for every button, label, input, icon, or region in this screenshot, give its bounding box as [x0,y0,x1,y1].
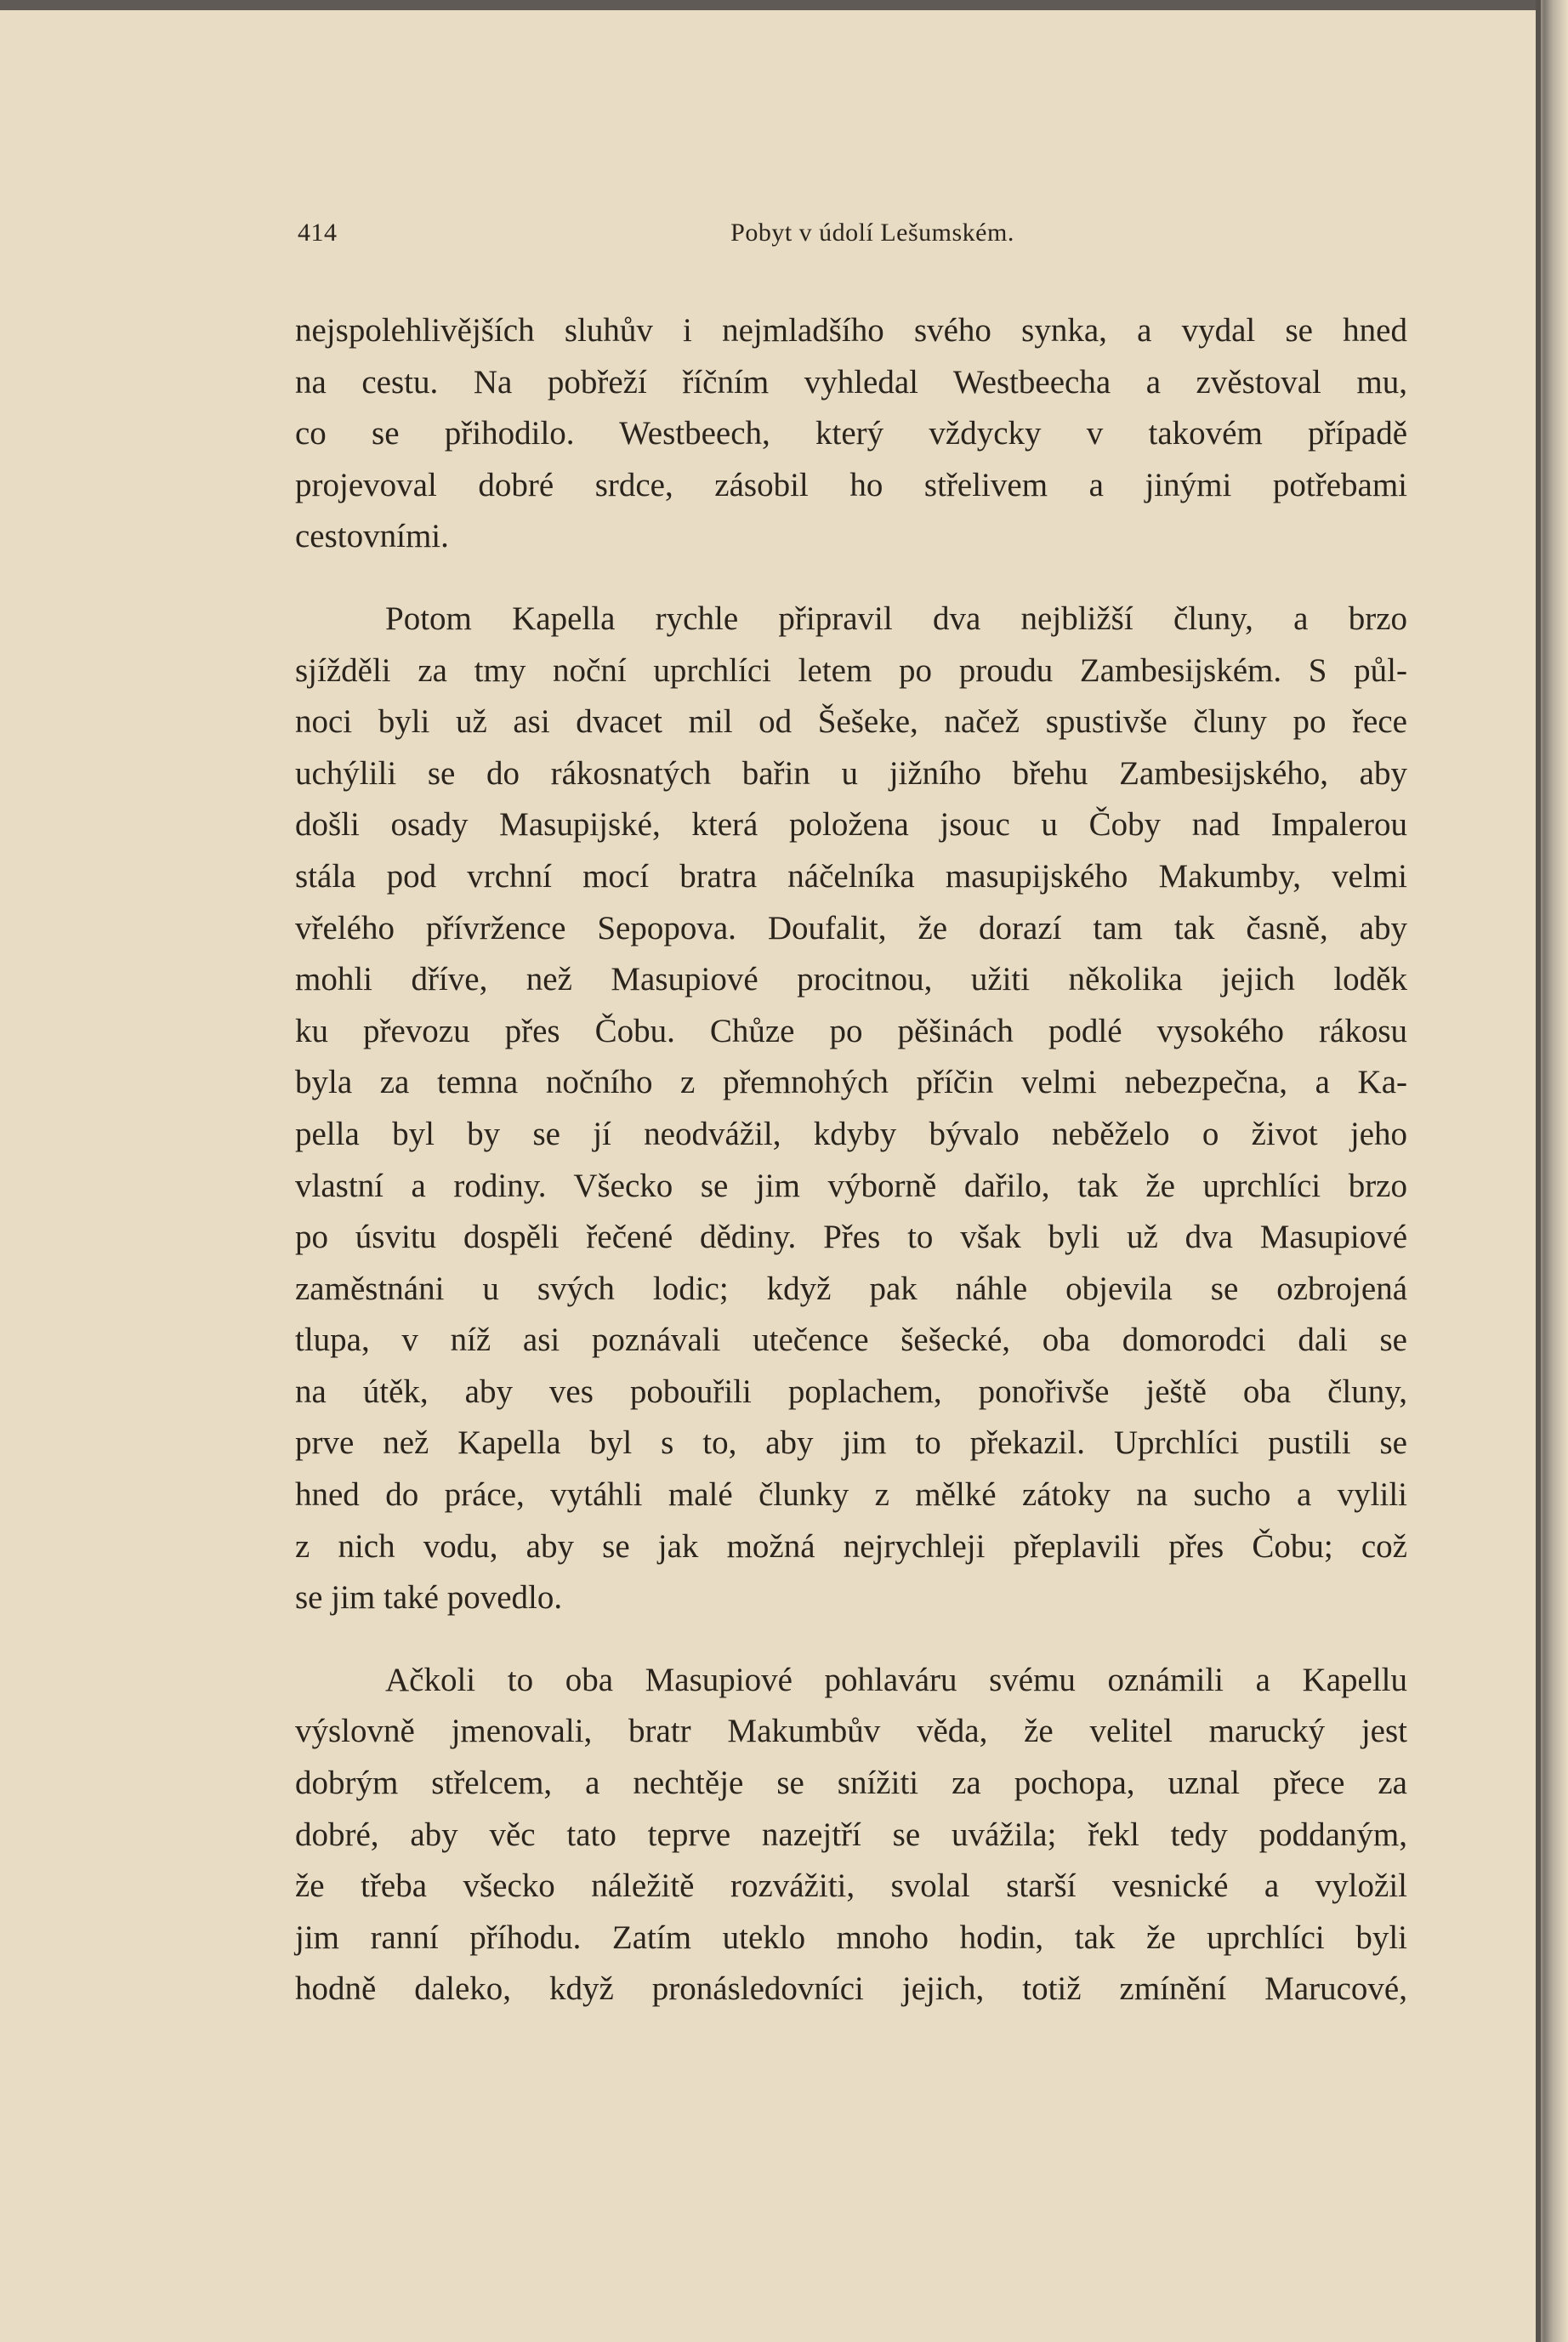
text-line: cestovními. [295,518,449,555]
text-line: jim ranní příhodu. Zatím uteklo mnoho hodin, tak že uprchlíci byli [295,1919,1407,1956]
text-line: hodně daleko, když pronásledovníci jejich, totiž zmínění Marucové, [295,1970,1407,2008]
text-line: stála pod vrchní mocí bratra náčelníka masupijského Makumby, velmi [295,857,1407,895]
text-line: výslovně jmenovali, bratr Makumbův věda, že velitel marucký jest [295,1713,1407,1750]
text-line: ku převozu přes Čobu. Chůze po pěšinách podlé vysokého rákosu [295,1012,1407,1049]
text-line: Potom Kapella rychle připravil dva nejbližší čluny, a brzo [385,600,1407,637]
text-line: uchýlili se do rákosnatých bařin u jižního břehu Zambesijského, aby [295,754,1407,792]
text-line: Ačkoli to oba Masupiové pohlaváru svému oznámili a Kapellu [385,1661,1407,1698]
paragraph-1 [295,305,1407,563]
text-line: dobré, aby věc tato teprve nazejtří se uvážila; řekl tedy poddaným, [295,1816,1407,1853]
text-line: mohli dříve, než Masupiové procitnou, užiti několika jejich loděk [295,961,1407,998]
text-line: pella byl by se jí neodvážil, kdyby bývalo neběželo o život jeho [295,1115,1407,1152]
paragraph-3 [295,1655,1407,2015]
text-line: hned do práce, vytáhli malé člunky z mělké zátoky na sucho a vylili [295,1476,1407,1514]
running-title: Pobyt v údolí Lešumském. [730,219,1014,247]
text-line: nejspolehlivějších sluhův i nejmladšího svého synka, a vydal se hned [295,312,1407,349]
text-line: byla za temna nočního z přemnohých příčin velmi nebezpečna, a Ka- [295,1064,1407,1101]
text-line: sjížděli za tmy noční uprchlíci letem po proudu Zambesijském. S půl- [295,651,1407,689]
text-line: došli osady Masupijské, která položena jsouc u Čoby nad Impalerou [295,806,1407,844]
text-line: že třeba všecko náležitě rozvážiti, svolal starší vesnické a vyložil [295,1867,1407,1905]
text-line: se jim také povedlo. [295,1579,563,1617]
text-line: projevoval dobré srdce, zásobil ho střelivem a jinými potřebami [295,466,1407,503]
page-edge-top [0,0,1568,10]
text-line: prve než Kapella byl s to, aby jim to překazil. Uprchlíci pustili se [295,1424,1407,1462]
text-line: na cestu. Na pobřeží říčním vyhledal Westbeecha a zvěstoval mu, [295,363,1407,401]
paragraph-2 [295,594,1407,1624]
text-line: zaměstnáni u svých lodic; když pak náhle objevila se ozbrojená [295,1270,1407,1307]
text-line: vlastní a rodiny. Všecko se jim výborně dařilo, tak že uprchlíci brzo [295,1167,1407,1204]
text-line: po úsvitu dospěli řečené dědiny. Přes to však byli už dva Masupiové [295,1219,1407,1256]
text-body [295,305,1407,2015]
running-head [298,219,1413,253]
text-line: dobrým střelcem, a nechtěje se snížiti za pochopa, uznal přece za [295,1765,1407,1802]
text-line: z nich vodu, aby se jak možná nejrychleji přeplavili přes Čobu; což [295,1527,1407,1565]
text-line: tlupa, v níž asi poznávali utečence šešecké, oba domorodci dali se [295,1322,1407,1359]
text-line: vřelého přívržence Sepopova. Doufalit, že dorazí tam tak časně, aby [295,909,1407,946]
text-line: na útěk, aby ves pobouřili poplachem, ponořivše ještě oba čluny, [295,1373,1407,1410]
page-edge-right-shadow [1536,0,1541,2342]
text-line: noci byli už asi dvacet mil od Šešeke, načež spustivše čluny po řece [295,703,1407,741]
page-number: 414 [298,219,338,247]
text-line: co se přihodilo. Westbeech, který vždycky v takovém případě [295,415,1407,452]
